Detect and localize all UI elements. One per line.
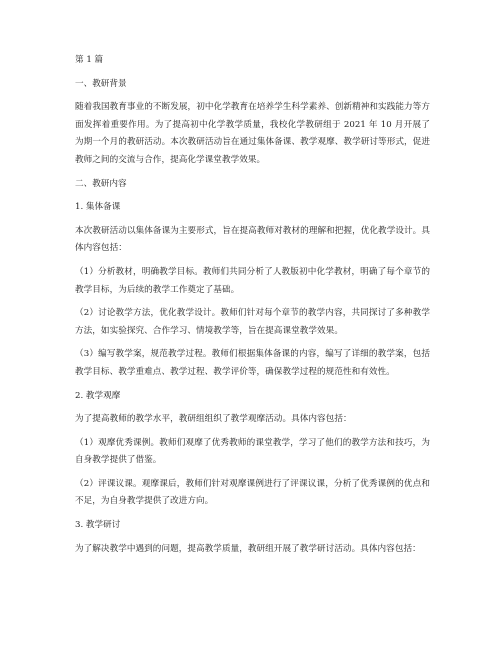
document-body — [75, 52, 430, 564]
list-item: （2）评课议课。观摩课后，教师们针对观摩课例进行了评课议课，分析了优秀课例的优点和不足，为自身教学提供了改进方向。 — [75, 478, 430, 507]
paragraph: 为了提高教师的教学水平，教研组组织了教学观摩活动。具体内容包括： — [75, 414, 352, 425]
page-title: 第 1 篇 — [75, 55, 104, 65]
list-item: （1）分析教材，明确教学目标。教师们共同分析了人教版初中化学教材，明确了每个章节的教学目标，为后续的教学工作奠定了基础。 — [75, 266, 430, 295]
subsection-heading: 2. 教学观摩 — [75, 390, 121, 401]
paragraph: 随着我国教育事业的不断发展，初中化学教育在培养学生科学素养、创新精神和实践能力等方面发挥着重要作用。为了提高初中化学教学质量，我校化学教研组于 2021 年 10 月开展了为期一个月的教研活动。本次教研活动旨在通过集体备课、教学观摩、教学研讨等形式，促进教师之间的交流与合作，提高化学课堂教学效果。 — [75, 102, 430, 165]
list-item: （1）观摩优秀课例。教师们观摩了优秀教师的课堂教学，学习了他们的教学方法和技巧，为自身教学提供了借鉴。 — [75, 437, 430, 466]
list-item: （2）讨论教学方法，优化教学设计。教师们针对每个章节的教学内容，共同探讨了多种教学方法，如实验探究、合作学习、情境教学等，旨在提高课堂教学效果。 — [75, 308, 430, 336]
paragraph: 本次教研活动以集体备课为主要形式，旨在提高教师对教材的理解和把握，优化教学设计。具体内容包括： — [75, 225, 430, 254]
paragraph: 为了解决教学中遇到的问题，提高教学质量，教研组开展了教学研讨活动。具体内容包括： — [75, 543, 421, 554]
subsection-heading: 3. 教学研讨 — [75, 520, 121, 531]
section-heading: 二、教研内容 — [75, 178, 127, 189]
subsection-heading: 1. 集体备课 — [75, 202, 121, 213]
list-item: （3）编写教学案，规范教学过程。教师们根据集体备课的内容，编写了详细的教学案，包括教学目标、教学重难点、教学过程、教学评价等，确保教学过程的规范性和有效性。 — [75, 349, 430, 377]
section-heading: 一、教研背景 — [75, 78, 127, 89]
